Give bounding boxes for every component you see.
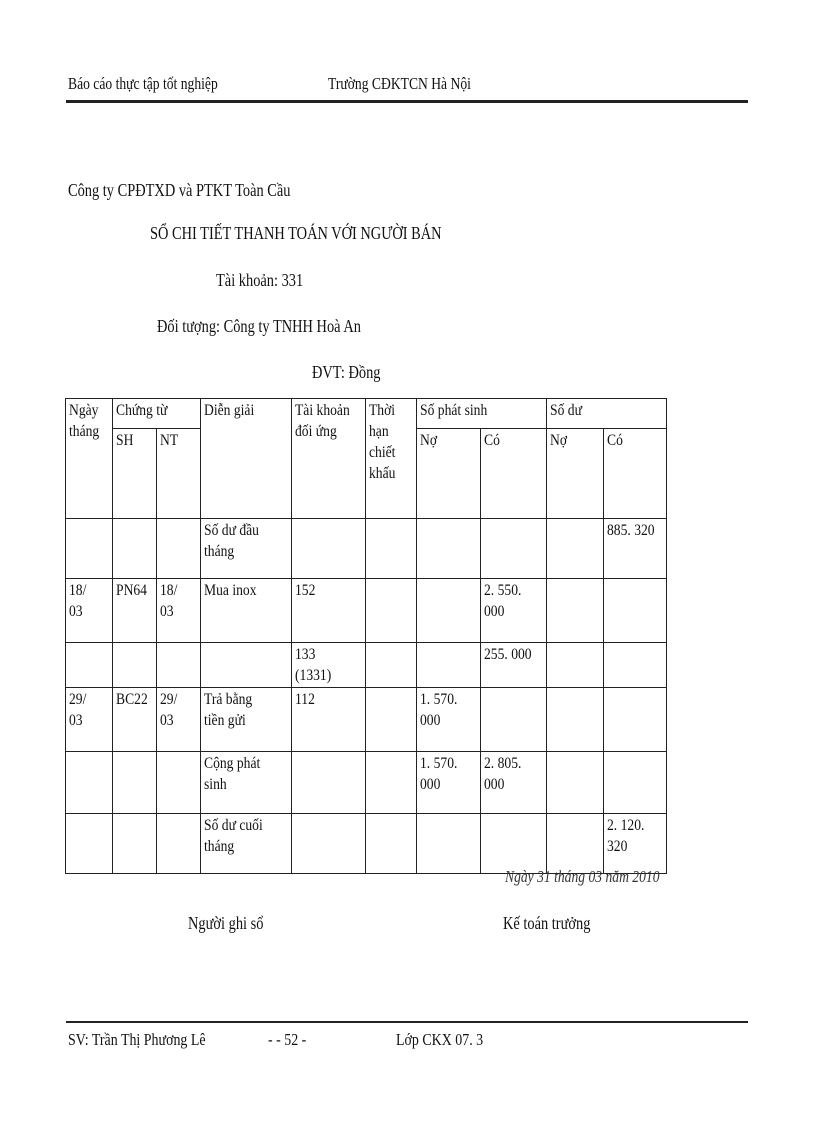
table-row: 18/ 03 PN64 18/ 03 Mua inox 152 2. 550. 000 — [66, 579, 667, 643]
col-sh: SH — [113, 429, 157, 519]
recorder-signature-label: Người ghi sổ — [188, 913, 264, 933]
col-ps-no: Nợ — [417, 429, 481, 519]
col-so-du: Số dư — [547, 399, 667, 429]
col-ps-co: Có — [481, 429, 547, 519]
footer-page-number: - - 52 - — [268, 1030, 307, 1049]
table-row: 29/ 03 BC22 29/ 03 Trả bằng tiền gửi 112 1. 570. 000 — [66, 688, 667, 752]
col-dien-giai: Diễn giải — [201, 399, 292, 519]
header-left: Báo cáo thực tập tốt nghiệp — [68, 74, 218, 93]
header-right: Trường CĐKTCN Hà Nội — [328, 74, 471, 93]
company-name: Công ty CPĐTXD và PTKT Toàn Cầu — [68, 180, 291, 200]
col-thoi-han: Thời hạn chiết khấu — [366, 399, 417, 519]
subject-label: Đối tượng: Công ty TNHH Hoà An — [157, 316, 361, 336]
footer-student: SV: Trần Thị Phương Lê — [68, 1030, 206, 1049]
table-row: Số dư đầu tháng 885. 320 — [66, 519, 667, 579]
header-rule — [66, 100, 748, 103]
page-title: SỔ CHI TIẾT THANH TOÁN VỚI NGƯỜI BÁN — [150, 223, 442, 243]
col-nt: NT — [157, 429, 201, 519]
header-row-1 — [66, 399, 667, 429]
col-chung-tu: Chứng từ — [113, 399, 201, 429]
col-du-co: Có — [604, 429, 667, 519]
col-tai-khoan: Tài khoản đối ứng — [292, 399, 366, 519]
unit-label: ĐVT: Đồng — [312, 362, 381, 382]
ledger-table — [65, 398, 667, 874]
footer-rule — [66, 1021, 748, 1023]
account-label: Tài khoản: 331 — [216, 270, 304, 290]
table-row: 133 (1331) 255. 000 — [66, 643, 667, 688]
col-du-no: Nợ — [547, 429, 604, 519]
table-row: Cộng phát sinh 1. 570. 000 2. 805. 000 — [66, 752, 667, 814]
date-note: Ngày 31 tháng 03 năm 2010 — [505, 867, 660, 886]
table-row: Số dư cuối tháng 2. 120. 320 — [66, 814, 667, 874]
col-ngay-thang: Ngày tháng — [66, 399, 113, 519]
chief-accountant-signature-label: Kế toán trưởng — [503, 913, 591, 933]
col-so-phat-sinh: Số phát sinh — [417, 399, 547, 429]
footer-class: Lớp CKX 07. 3 — [396, 1030, 484, 1049]
